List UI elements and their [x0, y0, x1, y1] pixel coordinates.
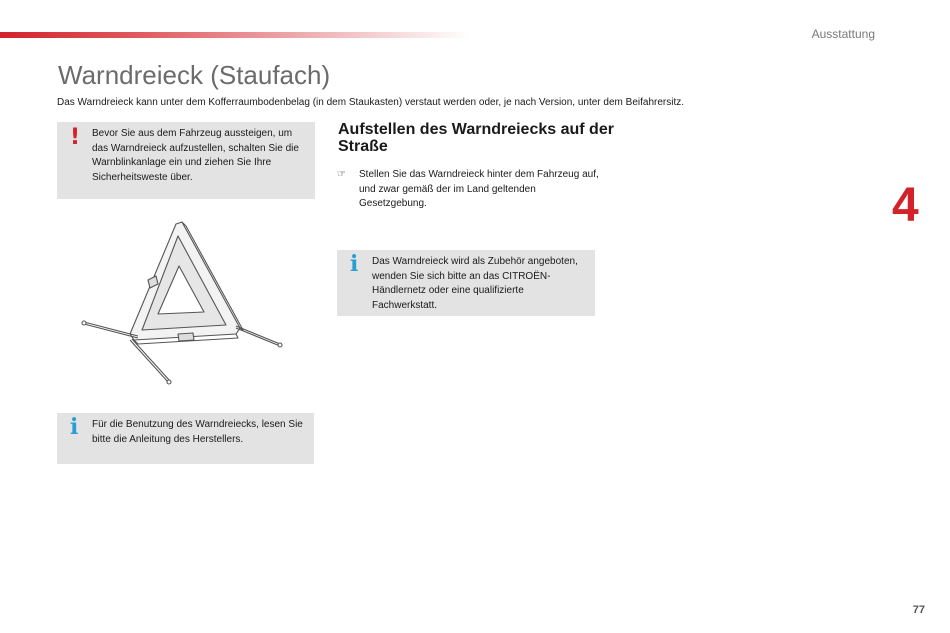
warning-triangle-illustration	[78, 218, 288, 388]
chapter-number: 4	[892, 179, 919, 232]
header-accent-bar	[0, 32, 470, 38]
intro-text: Das Warndreieck kann unter dem Kofferraumbodenbelag (in dem Staukasten) verstaut werden oder, je nach Version, unter dem Beifahrersitz.	[57, 97, 685, 108]
setup-step-text: Stellen Sie das Warndreieck hinter dem Fahrzeug auf, und zwar gemäß der im Land geltenden Gesetzgebung.	[359, 169, 599, 209]
info-box-instructions	[57, 413, 314, 464]
info-accessory-text: Das Warndreieck wird als Zubehör angeboten, wenden Sie sich bitte an das CITROËN-Händlernetz oder eine qualifizierte Fachwerkstatt.	[372, 256, 578, 311]
pointing-hand-icon: ☞	[337, 169, 346, 180]
page-title: Warndreieck (Staufach)	[58, 60, 331, 90]
warning-text: Bevor Sie aus dem Fahrzeug aussteigen, um das Warndreieck aufzustellen, schalten Sie die Warnblinkanlage ein und ziehen Sie Ihre Sicherheitsweste über.	[92, 128, 299, 183]
setup-step	[337, 168, 602, 212]
section-label: Ausstattung	[811, 27, 875, 41]
info-icon: i	[350, 251, 359, 277]
info-instructions-text: Für die Benutzung des Warndreiecks, lesen Sie bitte die Anleitung des Herstellers.	[92, 419, 303, 445]
info-box-accessory	[337, 250, 595, 316]
page-number: 77	[912, 604, 925, 616]
exclamation-icon: !	[70, 125, 81, 150]
setup-heading: Aufstellen des Warndreiecks auf der Straße	[338, 121, 614, 155]
info-icon: i	[70, 414, 79, 440]
warning-box	[57, 122, 315, 199]
